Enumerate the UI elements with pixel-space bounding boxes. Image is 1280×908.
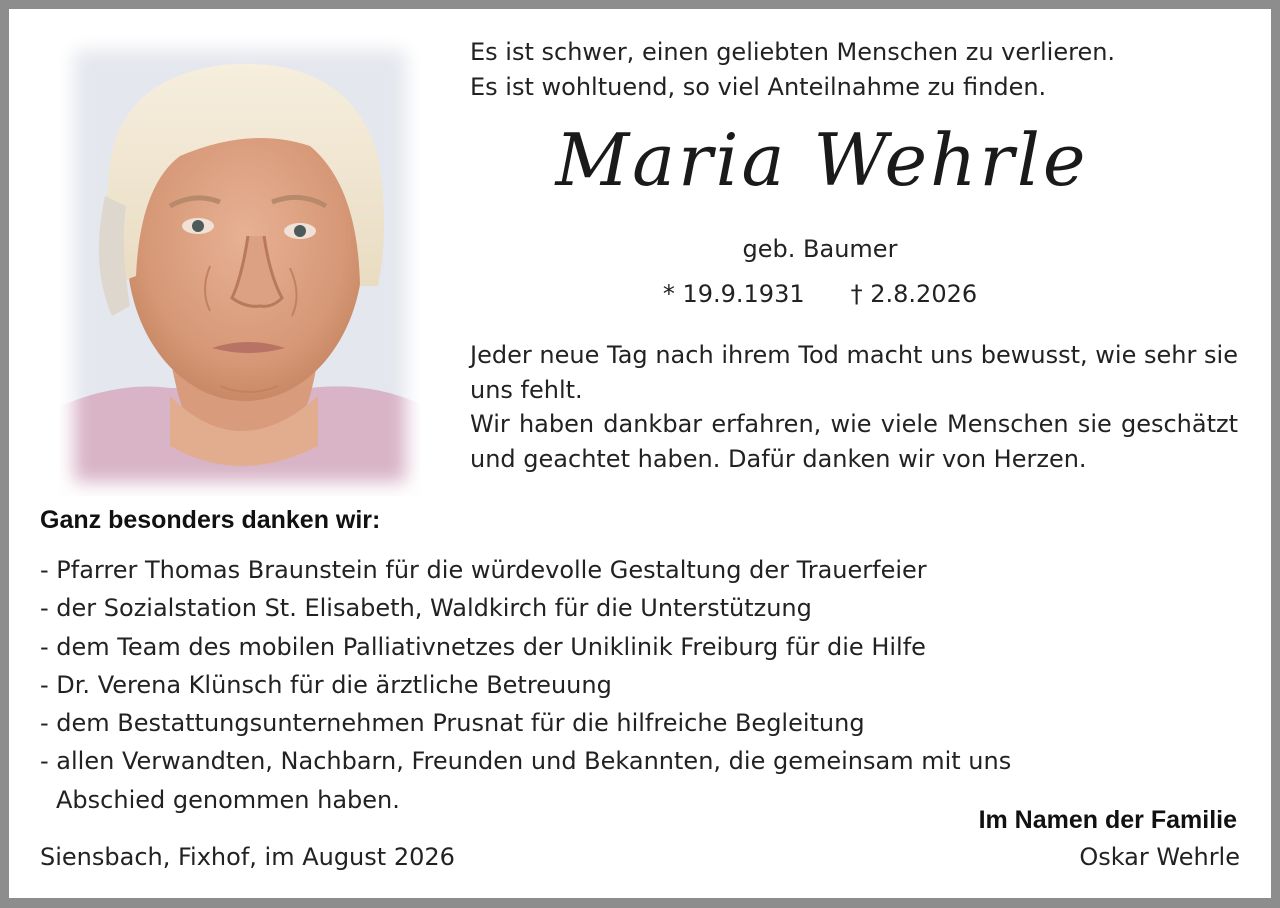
birth-name: geb. Baumer [742,235,898,263]
birth-date: * 19.9.1931 [662,280,805,308]
thanks-item: - allen Verwandten, Nachbarn, Freunden und Bekannten, die gemeinsam mit uns [40,747,1012,776]
thanks-item: - Pfarrer Thomas Braunstein für die würdevolle Gestaltung der Trauerfeier [40,556,927,584]
portrait-photo [60,36,420,496]
thanks-list [40,551,1160,819]
memorial-message [470,338,1238,476]
message-paragraph-1: Jeder neue Tag nach ihrem Tod macht uns bewusst, wie sehr sie uns fehlt. [470,341,1238,404]
life-dates [480,280,1160,308]
deceased-name: Maria Wehrle [555,118,1089,202]
thanks-item: - dem Team des mobilen Palliativnetzes der Uniklinik Freiburg für die Hilfe [40,632,926,661]
intro-line-1: Es ist schwer, einen geliebten Menschen zu verlieren. [470,38,1116,66]
place-and-date: Siensbach, Fixhof, im August 2026 [40,843,455,871]
portrait-illustration [60,36,420,496]
signature-name: Oskar Wehrle [1079,843,1240,871]
thanks-item-continuation-text: Abschied genommen haben. [56,785,400,814]
intro-line-2: Es ist wohltuend, so viel Anteilnahme zu finden. [470,73,1047,101]
thanks-item: - dem Bestattungsunternehmen Prusnat für die hilfreiche Begleitung [40,709,865,738]
message-paragraph-2: Wir haben dankbar erfahren, wie viele Menschen sie geschätzt und geachtet haben. Dafür danken wir von Herzen. [470,410,1238,473]
thanks-item: - der Sozialstation St. Elisabeth, Waldkirch für die Unterstützung [40,594,812,623]
thanks-item: - Dr. Verena Klünsch für die ärztliche Betreuung [40,670,612,699]
death-date: † 2.8.2026 [850,280,978,308]
thanks-heading: Ganz besonders danken wir: [40,506,381,534]
signature-label: Im Namen der Familie [978,806,1237,834]
